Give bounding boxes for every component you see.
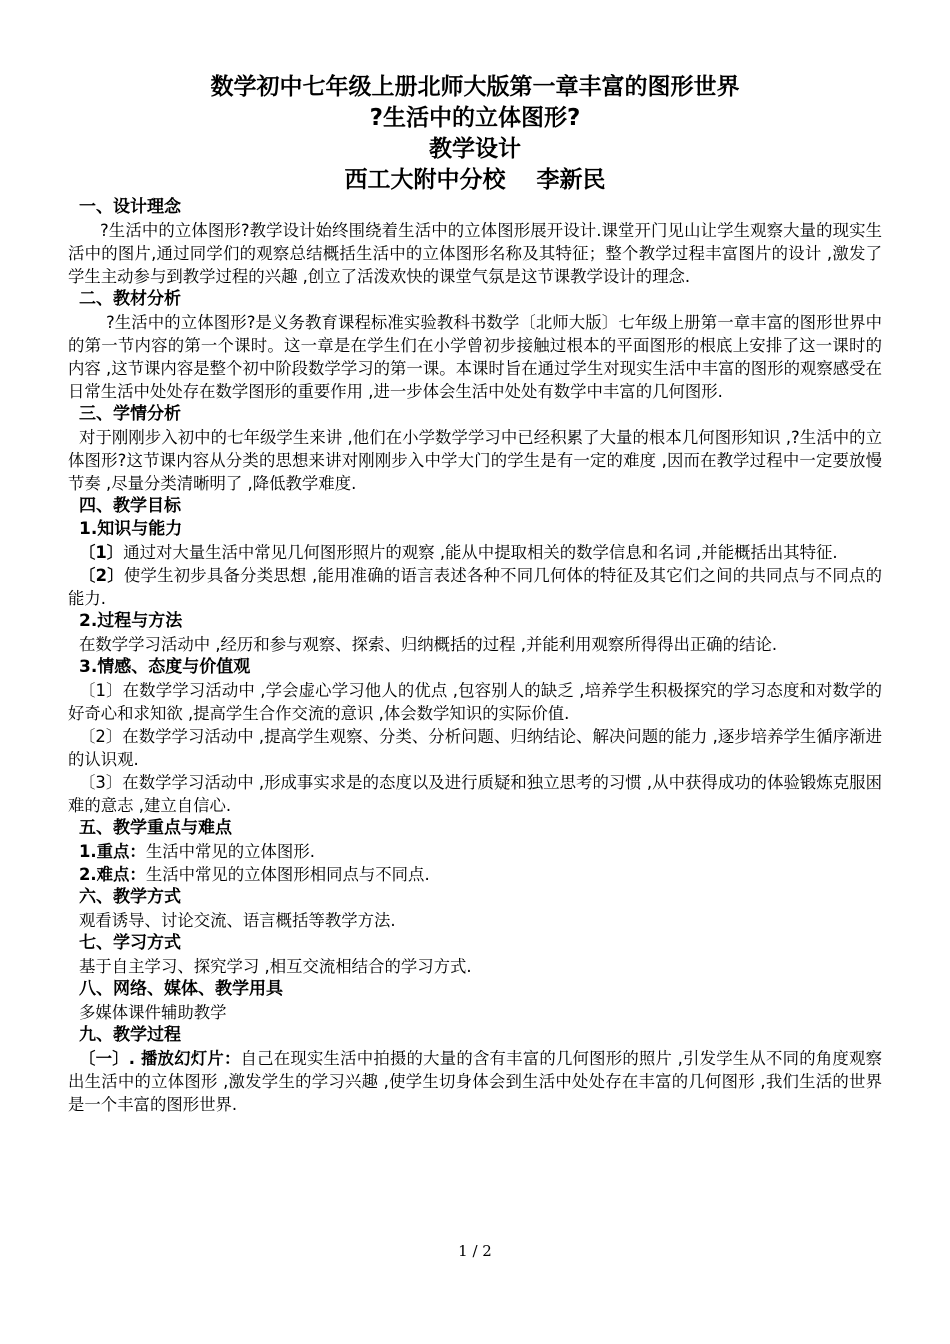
document-title-line3: 教学设计 (429, 136, 521, 162)
key-point-text: 生活中常见的立体图形. (145, 842, 315, 861)
document-author: 西工大附中分校 李新民 (344, 167, 606, 193)
objective-emotion-3: 〔3〕在数学学习活动中 ,形成事实求是的态度以及进行质疑和独立思考的习惯 ,从中获得成功的体验锻炼克服困难的意志 ,建立自信心. (68, 773, 882, 815)
key-point (68, 840, 882, 863)
document-title-line1: 数学初中七年级上册北师大版第一章丰富的图形世界 (210, 74, 740, 100)
objective-process-method: 在数学学习活动中 ,经历和参与观察、探索、归纳概括的过程 ,并能利用观察所得得出正确的结论. (79, 635, 778, 654)
objective-knowledge-2 (68, 564, 882, 610)
paragraph-design-concept: ?生活中的立体图形?教学设计始终围绕着生活中的立体图形展开设计.课堂开门见山让学生观察大量的现实生活中的图片,通过同学们的观察总结概括生活中的立体图形名称及其特征；整个教学过程丰富图片的设计 ,激发了学生主动参与到教学过程的兴趣 ,创立了活泼欢快的课堂气氛是这节课教学设计的理念. (68, 221, 882, 286)
subheading-process-method: 2.过程与方法 (79, 611, 183, 631)
section-heading-teaching-method: 六、教学方式 (79, 887, 181, 907)
paragraph-learning-method: 基于自主学习、探究学习 ,相互交流相结合的学习方式. (79, 957, 472, 976)
objective-knowledge-1 (68, 541, 882, 564)
paragraph-media-tools: 多媒体课件辅助教学 (79, 1003, 227, 1022)
objective-knowledge-2-label: 〔2〕 (79, 566, 124, 585)
page-number: 1 / 2 (458, 1242, 492, 1260)
document-page (68, 72, 882, 1116)
objective-knowledge-1-text: 通过对大量生活中常见几何图形照片的观察 ,能从中提取相关的数学信息和名词 ,并能概括出其特征. (123, 543, 838, 562)
document-title-line2: ?生活中的立体图形? (369, 105, 581, 131)
difficult-point-text: 生活中常见的立体图形相同点与不同点. (145, 865, 430, 884)
section-heading-key-difficult: 五、教学重点与难点 (79, 818, 232, 838)
section-heading-media-tools: 八、网络、媒体、教学用具 (79, 979, 283, 999)
section-heading-teaching-objectives: 四、教学目标 (79, 496, 181, 516)
objective-knowledge-2-text: 使学生初步具备分类思想 ,能用准确的语言表述各种不同几何体的特征及其它们之间的共同点与不同点的能力. (68, 566, 883, 608)
section-heading-learning-method: 七、学习方式 (79, 933, 181, 953)
subheading-knowledge-ability: 1.知识与能力 (79, 519, 183, 539)
section-heading-teaching-process: 九、教学过程 (79, 1025, 181, 1045)
difficult-point (68, 863, 882, 886)
teaching-step-1-text: 自己在现实生活中拍摄的大量的含有丰富的几何图形的照片 ,引发学生从不同的角度观察出生活中的立体图形 ,激发学生的学习兴趣 ,使学生切身体会到生活中处处存在丰富的几何图形 ,我们生活的世界是一个丰富的图形世界. (68, 1049, 882, 1114)
section-heading-student-analysis: 三、学情分析 (79, 404, 181, 424)
paragraph-student-analysis: 对于刚刚步入初中的七年级学生来讲 ,他们在小学数学学习中已经积累了大量的根本几何图形知识 ,?生活中的立体图形?这节课内容从分类的思想来讲对刚刚步入中学大门的学生是有一定的难度 ,因而在教学过程中一定要放慢节奏 ,尽量分类清晰明了 ,降低教学难度. (68, 428, 882, 493)
teaching-step-1 (68, 1047, 882, 1116)
teaching-step-1-label: 〔一〕. 播放幻灯片： (79, 1049, 241, 1068)
difficult-point-label: 2.难点： (79, 865, 146, 884)
section-heading-design-concept: 一、设计理念 (79, 197, 181, 217)
paragraph-material-analysis: ?生活中的立体图形?是义务教育课程标准实验教科书数学〔北师大版〕七年级上册第一章丰富的图形世界中的第一节内容的第一个课时。这一章是在学生们在小学曾初步接触过根本的平面图形的根底上安排了这一课时的内容 ,这节课内容是整个初中阶段数学学习的第一课。本课时旨在通过学生对现实生活中丰富的图形的观察感受在日常生活中处处存在数学图形的重要作用 ,进一步体会生活中处处有数学中丰富的几何图形. (68, 313, 882, 401)
paragraph-teaching-method: 观看诱导、讨论交流、语言概括等教学方法. (79, 911, 396, 930)
objective-emotion-2: 〔2〕在数学学习活动中 ,提高学生观察、分类、分析问题、归纳结论、解决问题的能力 ,逐步培养学生循序渐进的认识观. (68, 727, 882, 769)
subheading-emotion-attitude: 3.情感、态度与价值观 (79, 657, 251, 677)
objective-knowledge-1-label: 〔1〕 (79, 543, 124, 562)
objective-emotion-1: 〔1〕在数学学习活动中 ,学会虚心学习他人的优点 ,包容别人的缺乏 ,培养学生积极探究的学习态度和对数学的好奇心和求知欲 ,提高学生合作交流的意识 ,体会数学知识的实际价值. (68, 681, 882, 723)
section-heading-material-analysis: 二、教材分析 (79, 289, 181, 309)
key-point-label: 1.重点： (79, 842, 146, 861)
